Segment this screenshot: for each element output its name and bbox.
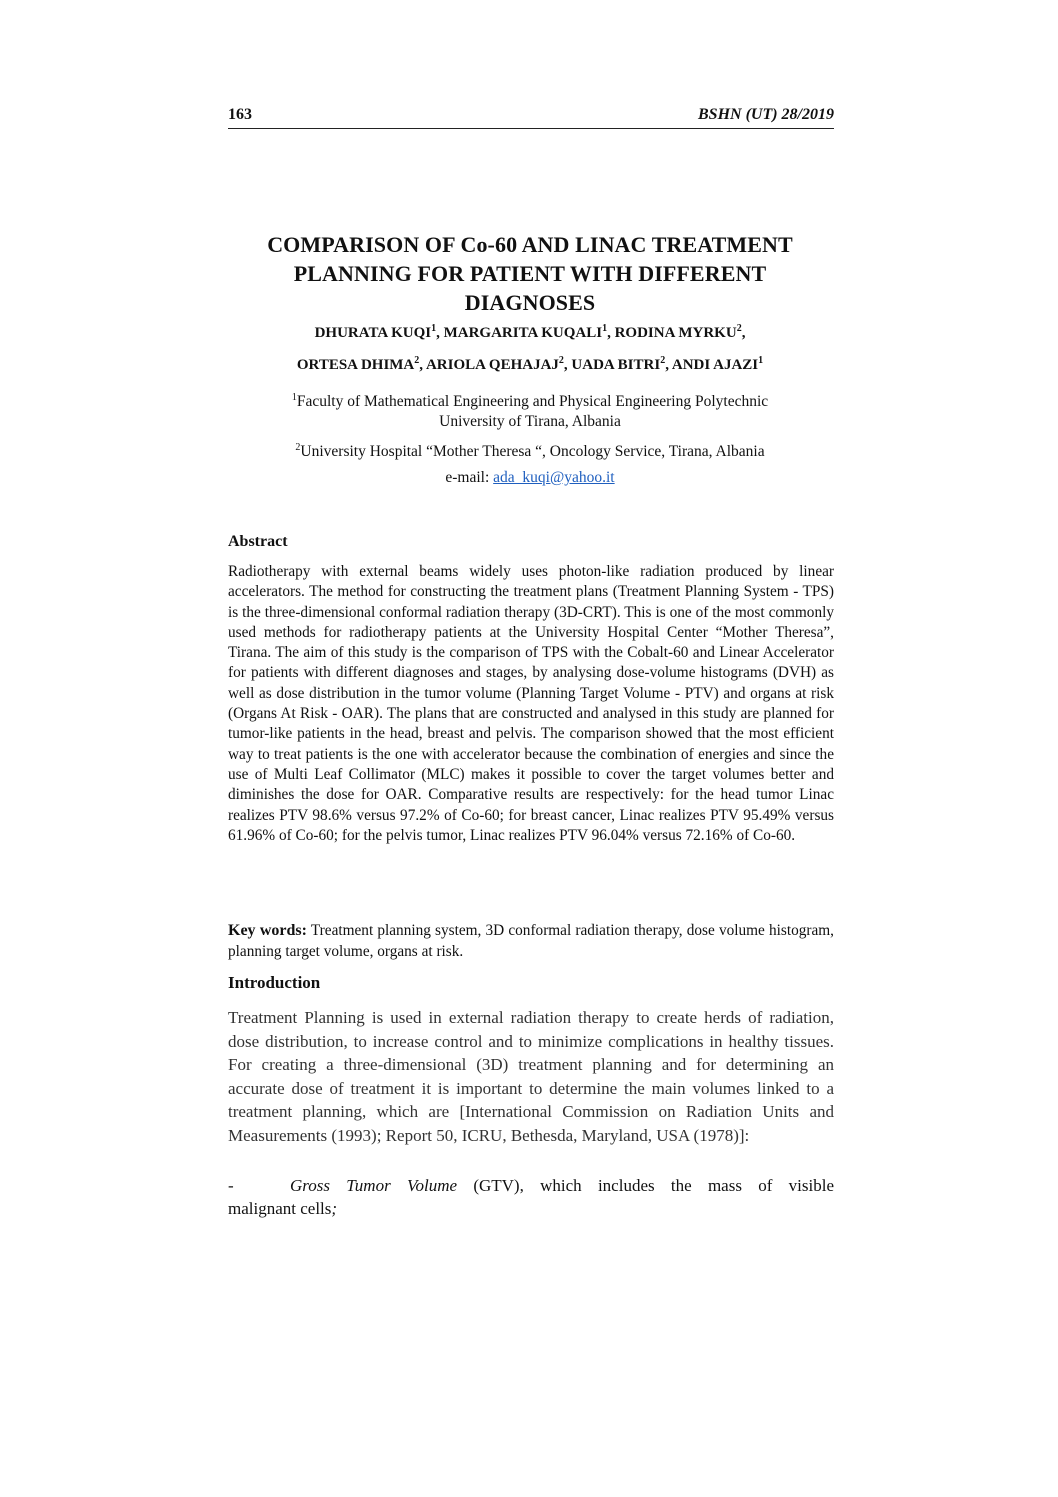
title-line: PLANNING FOR PATIENT WITH DIFFERENT — [293, 261, 767, 286]
email-label: e-mail: — [445, 469, 494, 486]
author-separator: , — [607, 325, 615, 341]
author-name: MARGARITA KUQALI — [443, 325, 603, 341]
title-line: COMPARISON OF Co-60 AND LINAC TREATMENT — [267, 232, 793, 257]
author-name: UADA BITRI — [571, 357, 661, 373]
author-name: ORTESA DHIMA — [296, 357, 415, 373]
list-bullet: - — [228, 1176, 234, 1195]
running-header — [228, 106, 834, 129]
contact-email — [200, 469, 860, 487]
author-name: RODINA MYRKU — [614, 325, 737, 341]
affiliation-2 — [200, 438, 860, 462]
affiliation-1 — [200, 388, 860, 432]
author-name: DHURATA KUQI — [314, 325, 432, 341]
affiliation-marker: 2 — [414, 355, 420, 366]
affiliation-marker: 1 — [602, 323, 608, 334]
author-list-line-1 — [200, 323, 860, 342]
affiliation-marker: 2 — [736, 323, 742, 334]
list-text-end: ; — [331, 1199, 338, 1218]
abstract-heading: Abstract — [228, 533, 288, 550]
affiliation-marker: 2 — [660, 355, 666, 366]
list-text: (GTV), which includes the mass of visible — [457, 1176, 835, 1195]
email-link[interactable]: ada_kuqi@yahoo.it — [493, 469, 615, 486]
affiliation-marker: 1 — [431, 323, 437, 334]
keywords-text: Treatment planning system, 3D conformal radiation therapy, dose volume histogram, planning target volume, organs at risk. — [228, 922, 835, 960]
list-term: Gross Tumor Volume — [290, 1176, 458, 1195]
keywords — [228, 920, 834, 962]
journal-citation: BSHN (UT) 28/2019 — [698, 106, 834, 123]
affiliation-text: Faculty of Mathematical Engineering and Physical Engineering Polytechnic — [296, 393, 769, 411]
affiliation-text: University Hospital “Mother Theresa “, Oncology Service, Tirana, Albania — [300, 443, 765, 461]
affiliation-marker: 1 — [291, 392, 297, 403]
author-separator: , — [563, 357, 572, 373]
author-separator: , — [741, 325, 746, 341]
keywords-label: Key words: — [228, 922, 307, 939]
paper-title — [200, 230, 860, 317]
author-separator: , — [419, 357, 426, 373]
affiliation-marker: 2 — [558, 355, 564, 366]
affiliation-marker: 1 — [758, 355, 764, 366]
abstract-body: Radiotherapy with external beams widely uses photon-like radiation produced by linear accelerators. The method for constructing the treatment plans (Treatment Planning System - TPS) is the three-dimensional conformal radiation therapy (3D-CRT). This is one of the most commonly used methods for radiotherapy patients at the University Hospital Center “Mother Theresa”, Tirana. The aim of this study is the comparison of TPS with the Cobalt-60 and Linear Accelerator for patients with different diagnoses and stages, by analysing dose-volume histograms (DVH) as well as dose distribution in the tumor volume (Planning Target Volume - PTV) and organs at risk (Organs At Risk - OAR). The plans that are constructed and analysed in this study are planned for tumor-like patients in the head, breast and pelvis. The comparison showed that the most efficient way to treat patients is the one with accelerator because the combination of energies and since the use of Multi Leaf Collimator (MLC) makes it possible to cover the target volumes better and diminishes the dose for OAR. Comparative results are respectively: for the head tumor Linac realizes PTV 98.6% versus 97.2% of Co-60; for breast cancer, Linac realizes PTV 95.49% versus 61.96% of Co-60; for the pelvis tumor, Linac realizes PTV 96.04% versus 72.16% of Co-60. — [228, 563, 834, 844]
affiliation-marker: 2 — [295, 442, 301, 453]
author-name: ARIOLA QEHAJAJ — [425, 357, 559, 373]
author-list-line-2 — [200, 355, 860, 374]
list-text: malignant cells — [228, 1199, 332, 1218]
author-name: ANDI AJAZI — [671, 357, 759, 373]
author-separator: , — [436, 325, 444, 341]
introduction-body: Treatment Planning is used in external radiation therapy to create herds of radiation, dose distribution, to increase control and to minimize complications in healthy tissues. For creating a three-dimensional (3D) treatment planning and for determining an accurate dose of treatment it is important to determine the main volumes linked to a treatment planning, which are [International Commission on Radiation Units and Measurements (1993); Report 50, ICRU, Bethesda, Maryland, USA (1978)]: — [228, 1008, 834, 1145]
affiliation-text: University of Tirana, Albania — [439, 413, 621, 431]
page-number: 163 — [228, 106, 252, 123]
title-line: DIAGNOSES — [464, 290, 596, 315]
introduction-heading: Introduction — [228, 973, 321, 992]
author-separator: , — [665, 357, 672, 373]
